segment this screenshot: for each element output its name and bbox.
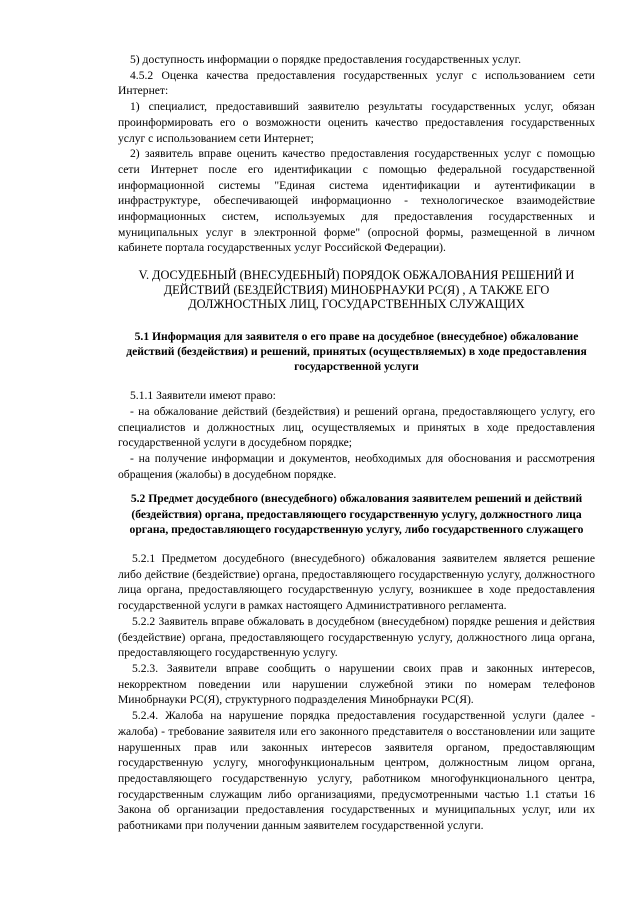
paragraph-4-5-2: 4.5.2 Оценка качества предоставления государственных услуг с использованием сети Интернет: — [118, 68, 595, 98]
page-content — [118, 52, 595, 834]
paragraph-5-2-4: 5.2.4. Жалоба на нарушение порядка предоставления государственной услуги (далее - жалоба) - требование заявителя или его законного представителя о восстановлении или защите нарушенных прав или законных интересов заявителя органом, предоставляющим государственную услугу, многофункциональным центром, должностным лицом органа, предоставляющего государственную услугу, работником многофункционального центра, государственным служащим либо организациями, предусмотренными частью 1.1 статьи 16 Закона об организации предоставления государственных и муниципальных услуг, или их работниками при получении данным заявителем государственной услуги. — [118, 709, 595, 833]
paragraph-5-2-3: 5.2.3. Заявители вправе сообщить о нарушении своих прав и законных интересов, некорректном поведении или нарушении служебной этики по номерам телефонов Минобрнауки РС(Я), структурного подразделения Минобрнауки РС(Я). — [118, 662, 595, 707]
section-5-title: V. ДОСУДЕБНЫЙ (ВНЕСУДЕБНЫЙ) ПОРЯДОК ОБЖАЛОВАНИЯ РЕШЕНИЙ И ДЕЙСТВИЙ (БЕЗДЕЙСТВИЯ) МИНОБРНАУКИ РС(Я) , А ТАКЖЕ ЕГО ДОЛЖНОСТНЫХ ЛИЦ, ГОСУДАРСТВЕННЫХ СЛУЖАЩИХ — [138, 268, 575, 312]
paragraph-item-1: 1) специалист, предоставивший заявителю результаты государственных услуг, обязан проинформировать его о возможности оценить качество предоставления государственных услуг с использованием сети Интернет; — [118, 100, 595, 145]
paragraph-5-2-2: 5.2.2 Заявитель вправе обжаловать в досудебном (внесудебном) порядке решения и действия (бездействие) органа, предоставляющего государственную услугу, должностного лица органа, предоставляющего государственную услугу. — [118, 614, 595, 660]
paragraph-right-information: - на получение информации и документов, необходимых для обоснования и рассмотрения обращения (жалобы) в досудебном порядке. — [118, 452, 595, 481]
subsection-5-1-title: 5.1 Информация для заявителя о его праве на досудебное (внесудебное) обжалование действий (бездействия) и решений, принятых (осуществляемых) в ходе предоставления государственной услуги — [126, 329, 587, 374]
paragraph-item-2: 2) заявитель вправе оценить качество предоставления государственных услуг с помощью сети Интернет после его идентификации с помощью федеральной государственной информационной системы "Единая система идентификации и аутентификации в инфраструктуре, обеспечивающей информационно - технологическое взаимодействие информационных систем, используемых для предоставления государственных и муниципальных услуг в электронной форме" (опросной формы, размещенной в личном кабинете портала государственных услуг Российской Федерации). — [118, 147, 595, 255]
paragraph-5-1-1: 5.1.1 Заявители имеют право: — [130, 389, 276, 403]
paragraph-right-appeal: - на обжалование действий (бездействия) и решений органа, предоставляющего услугу, его специалистов и должностных лиц, осуществляемых и принятых в ходе предоставления государственной услуги в досудебном порядке; — [118, 404, 595, 450]
paragraph-accessibility: 5) доступность информации о порядке предоставления государственных услуг. — [130, 53, 522, 66]
paragraph-5-2-1: 5.2.1 Предметом досудебного (внесудебного) обжалования заявителем является решение либо действие (бездействие) органа, предоставляющего государственную услугу, должностного лица органа, предоставляющего государственную услугу, возникшее в ходе предоставления государственной услуги в рамках настоящего Административного регламента. — [118, 552, 595, 613]
subsection-5-2-title: 5.2 Предмет досудебного (внесудебного) обжалования заявителем решений и действий (бездействия) органа, предоставляющего государственную услугу, должностного лица органа, предоставляющего государственную услугу, либо государственного служащего — [129, 492, 584, 536]
